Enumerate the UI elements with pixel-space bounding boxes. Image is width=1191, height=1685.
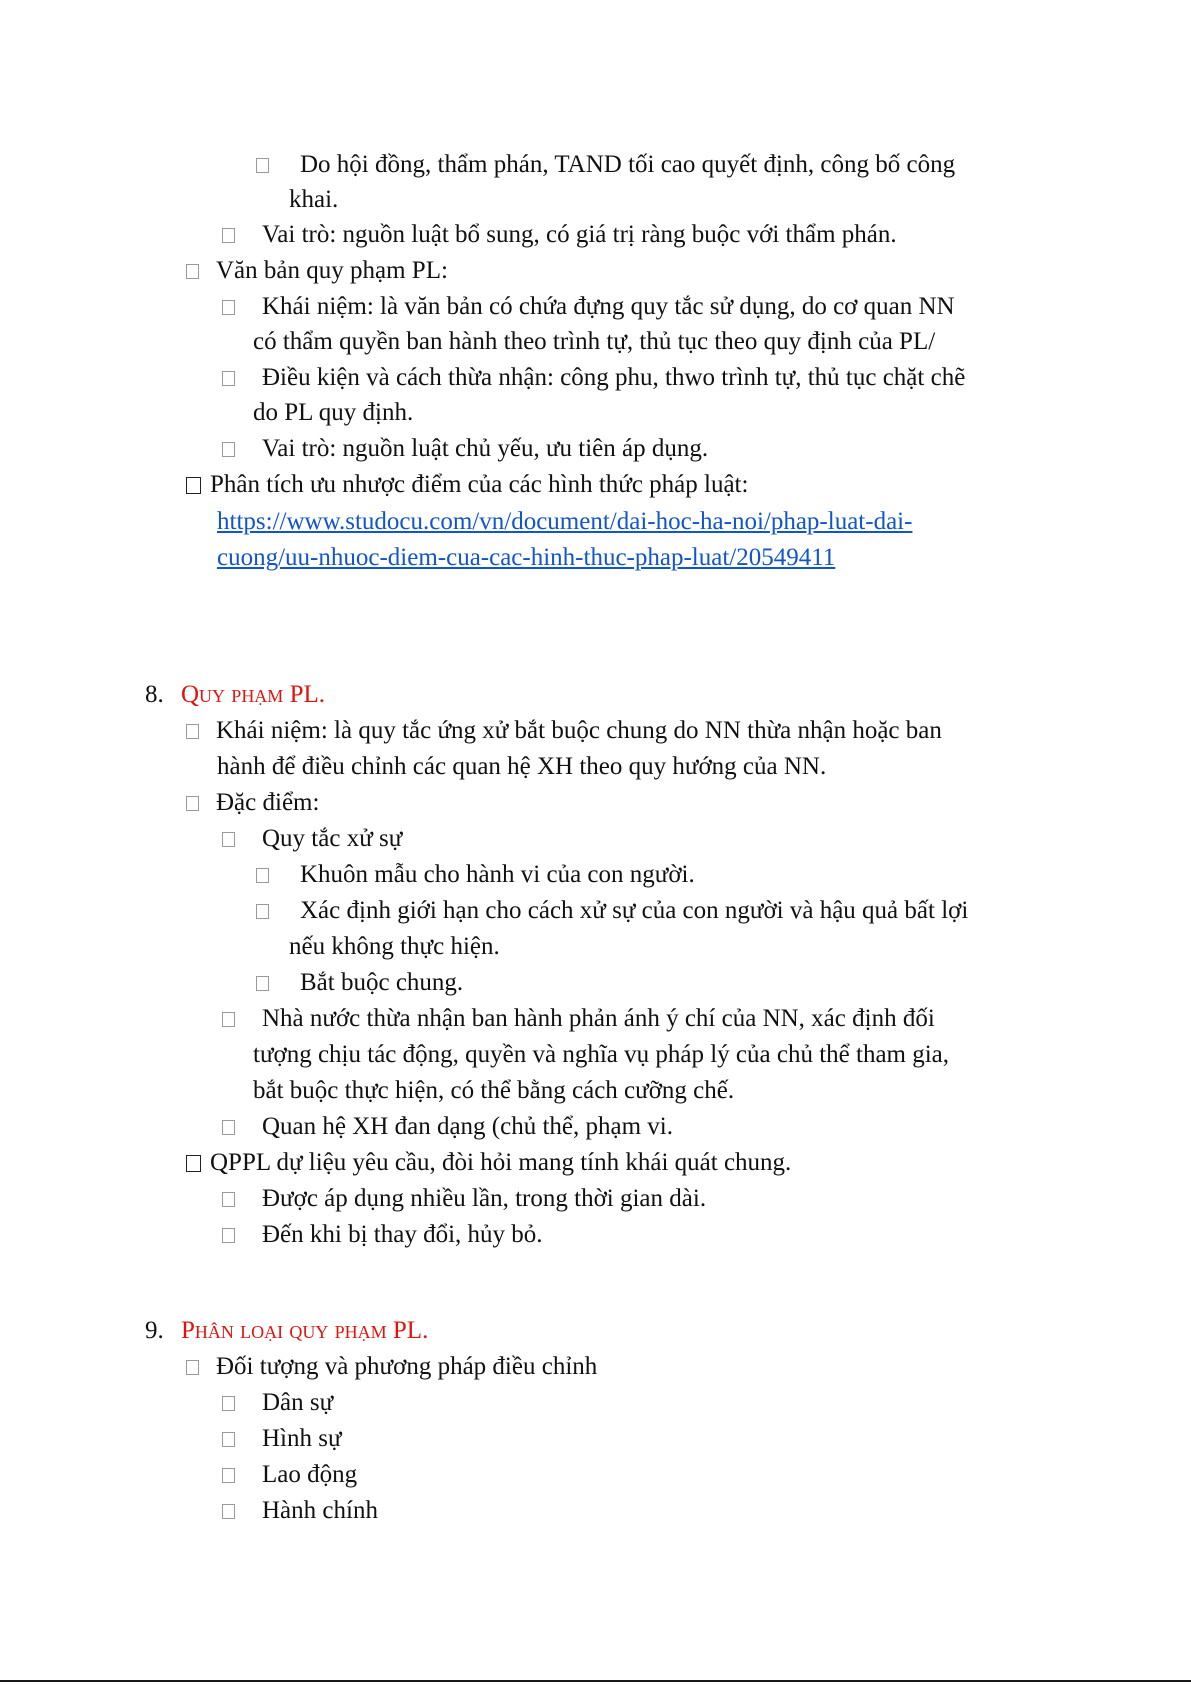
section-title: Phân loại quy phạm PL. (181, 1317, 429, 1344)
bullet-icon (222, 1012, 235, 1027)
bullet-icon (256, 158, 269, 173)
bullet-icon (222, 832, 235, 847)
bullet-icon (222, 1504, 235, 1519)
bullet-icon (186, 796, 199, 811)
bullet-icon (186, 1360, 199, 1375)
bullet-icon (186, 724, 199, 739)
section-title: Quy phạm PL. (181, 681, 325, 708)
bullet-icon (222, 1120, 235, 1135)
bullet-icon (186, 1155, 201, 1172)
bullet-icon (222, 1228, 235, 1243)
bullet-icon (222, 228, 235, 243)
bullet-icon (222, 442, 235, 457)
bullet-icon (186, 264, 199, 279)
bullet-icon (222, 371, 235, 386)
bullet-icon (256, 904, 269, 919)
bullet-icon (222, 1468, 235, 1483)
section-number: 8. (145, 681, 164, 708)
bullet-icon (222, 1432, 235, 1447)
bullet-icon (222, 1396, 235, 1411)
bullet-icon (256, 976, 269, 991)
section-number: 9. (145, 1317, 164, 1344)
bullet-icon (222, 1192, 235, 1207)
bullet-icon (256, 868, 269, 883)
page-bottom-rule (0, 1680, 1191, 1682)
document-page: Do hội đồng, thẩm phán, TAND tối cao quyết định, công bố công khai. Vai trò: nguồn luật bổ sung, có giá trị ràng buộc với thẩm phán. Văn bản quy phạm PL: Khái niệm: là văn bản có chứa đựng quy tắc sử dụng, do cơ quan NN có thẩm quyền ban hành theo trình tự, thủ tục theo quy định của PL/ Điều kiện và cách thừa nhận: công phu, thwo trình tự, thủ tục chặt chẽ do PL quy định. Vai trò: nguồn luật chủ yếu, ưu tiên áp dụng. Phân tích ưu nhược điểm của các hình thức pháp luật: https://www.studocu.com/vn/document/dai-hoc-ha-noi/phap-luat-dai- cuong/uu-nhuoc-diem-cua-cac-hinh-thuc-phap-luat/20549411 8. Quy phạm PL. Khái niệm: là quy tắc ứng xử bắt buộc chung do NN thừa nhận hoặc ban hành để điều chỉnh các quan hệ XH theo quy hướng của NN. Đặc điểm: Quy tắc xử sự Khuôn mẫu cho hành vi của con người. Xác định giới hạn cho cách xử sự của con người và hậu quả bất lợi nếu không thực hiện. Bắt buộc chung. Nhà nước thừa nhận ban hành phản ánh ý chí của NN, xác định đối tượng chịu tác động, quyền và nghĩa vụ pháp lý của chủ thể tham gia, bắt buộc thực hiện, có thể bằng cách cưỡng chế. Quan hệ XH đan dạng (chủ thể, phạm vi. QPPL dự liệu yêu cầu, đòi hỏi mang tính khái quát chung. Được áp dụng nhiều lần, trong thời gian dài. Đến khi bị thay đổi, hủy bỏ. 9. Phân loại quy phạm PL. Đối tượng và phương pháp điều chỉnh Dân sự Hình sự Lao động Hành chính (0, 0, 1191, 1685)
bullet-icon (222, 300, 235, 315)
bullet-icon (186, 477, 201, 494)
